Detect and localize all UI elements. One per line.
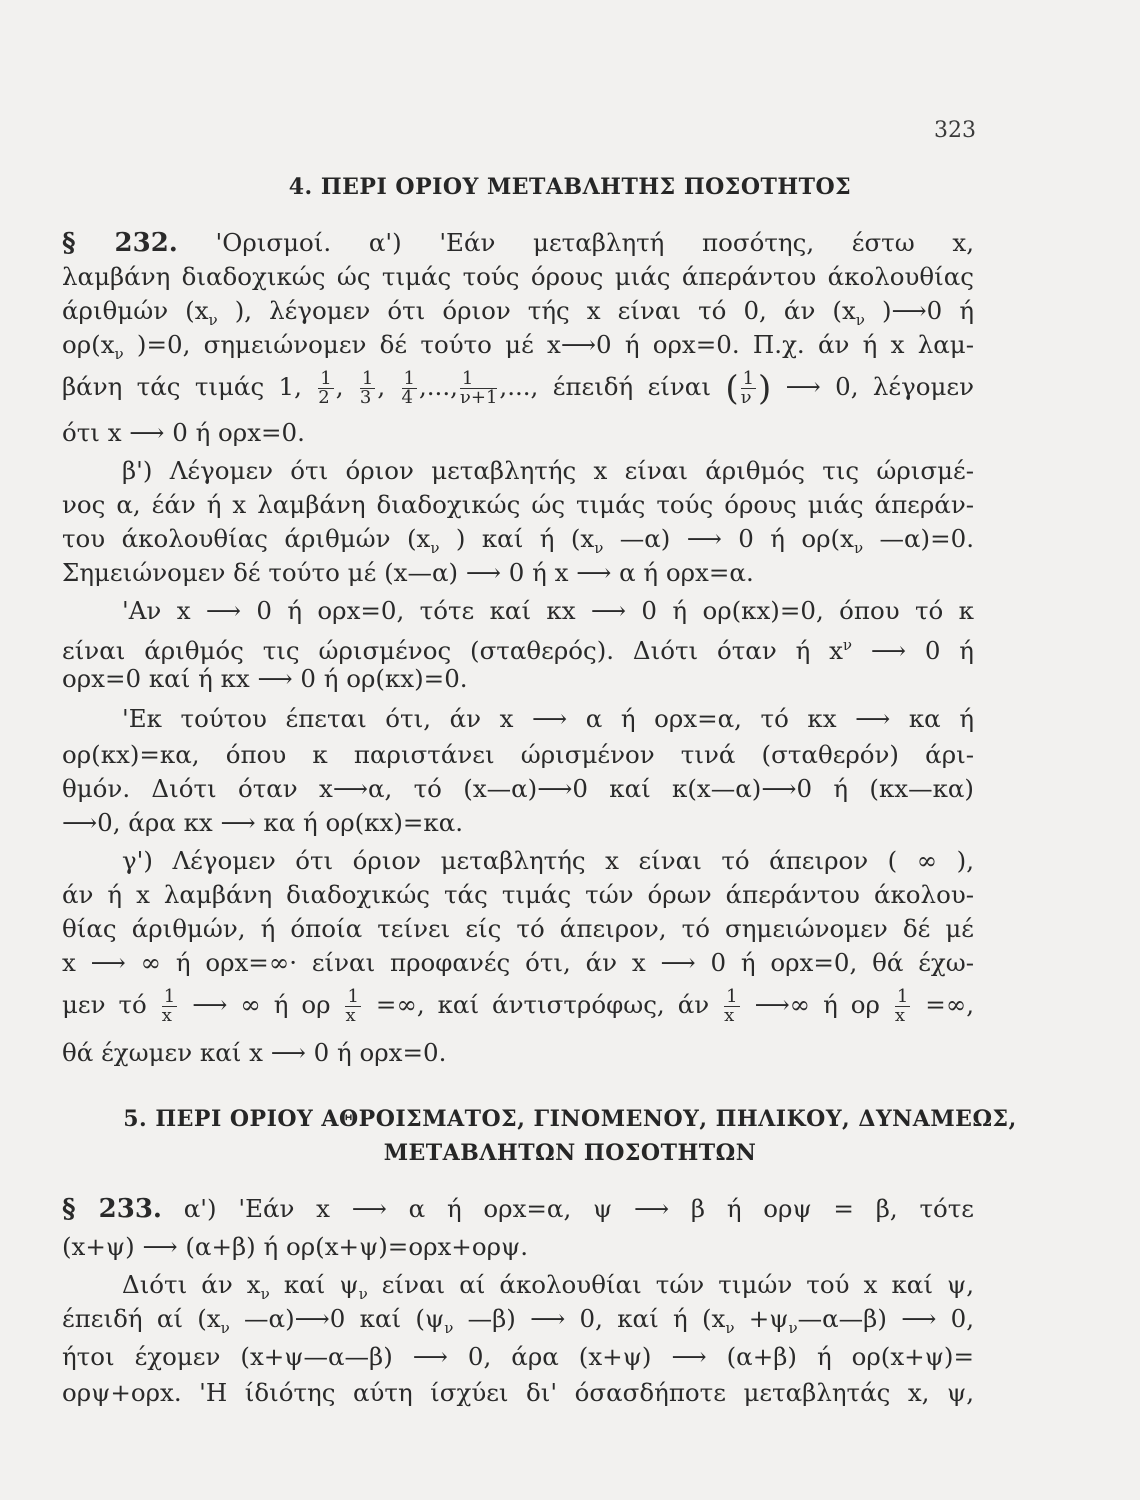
fraction xyxy=(741,370,756,407)
text-line: 'Εκ τούτου έπεται ότι, άν x ⟶ α ή ορx=α, τό κx ⟶ κα ή xyxy=(122,704,974,733)
text-segment: 'Ορισμοί. α') 'Εάν μεταβλητή ποσότης, έστω x, xyxy=(215,228,974,257)
section-5-heading: 5. ΠΕΡΙ ΟΡΙΟΥ ΑΘΡΟΙΣΜΑΤΟΣ, ΓΙΝΟΜΕΝΟΥ, ΠΗΛΙΚΟΥ, ΔΥΝΑΜΕΩΣ, xyxy=(123,1106,1017,1132)
text-segment: ⟶ 0, λέγομεν xyxy=(785,372,975,401)
section-233-label: § 233. xyxy=(62,1194,162,1224)
fraction xyxy=(318,370,333,407)
text-segment: =∞, καί άντιστρόφως, άν xyxy=(375,990,710,1019)
text-line: άριθμών ($x_\nu$ ), λέγομεν ότι όριον τής x είναι τό 0, άν ($x_\nu$ )⟶0 ή xyxy=(62,296,975,329)
fraction xyxy=(360,370,375,407)
numerator: 1 xyxy=(403,368,415,389)
text-line: του άκολουθίας άριθμών ($x_\nu$ ) καί ή ($x_\nu$ —α) ⟶ 0 ή $o\rho(x_\nu$ —α)=0. xyxy=(62,524,974,557)
text-line xyxy=(62,1194,974,1224)
page-number: 323 xyxy=(934,118,976,143)
section-232-label: § 232. xyxy=(62,228,178,258)
denominator: ν+1 xyxy=(459,387,498,408)
numerator: 1 xyxy=(163,986,176,1007)
text-line: λαμβάνη διαδοχικώς ώς τιμάς τούς όρους μιάς άπεράντου άκολουθίας xyxy=(62,262,974,291)
text-segment: μεν τό xyxy=(62,990,147,1019)
text-line: θίας άριθμών, ή όποία τείνει είς τό άπειρον, τό σημειώνομεν δέ μέ xyxy=(62,914,974,943)
text-line: θά έχωμεν καί x ⟶ 0 ή ορx=0. xyxy=(62,1038,447,1067)
text-line: έπειδή αί ($x_\nu$ —α)⟶0 καί ($\psi_\nu$ —β) ⟶ 0, καί ή ($x_\nu$ $+\psi_\nu—\alpha—\beta$) ⟶ 0, xyxy=(62,1304,974,1337)
denominator: x xyxy=(724,1005,735,1026)
text-line: ορ(κx)=κα, όπου κ παριστάνει ώρισμένον τινά (σταθερόν) άρι- xyxy=(62,740,974,769)
text-line: θμόν. Διότι όταν x⟶α, τό (x—α)⟶0 καί κ(x—α)⟶0 ή (κx—κα) xyxy=(62,774,974,803)
text-line-fractions: βάνη τάς τιμάς 1, $\frac{1}{2}$ , $\frac{1}{3}$ , $\frac{1}{4}$ ,..., $\frac{1}{\nu+1}$ ,..., έπειδή είναι ( $\frac{1}{\nu}$ ) ⟶ 0, λέγομεν xyxy=(62,368,975,409)
text-segment: βάνη τάς τιμάς 1, xyxy=(62,372,302,401)
text-line: ορx=0 καί ή κx ⟶ 0 ή ορ(κx)=0. xyxy=(62,664,468,693)
text-line: ότι x ⟶ 0 ή ορx=0. xyxy=(62,418,305,447)
text-line: 'Αν x ⟶ 0 ή ορx=0, τότε καί κx ⟶ 0 ή ορ(κx)=0, όπου τό κ xyxy=(122,596,974,625)
fraction xyxy=(162,988,177,1025)
fraction xyxy=(402,370,417,407)
text-line: είναι άριθμός τις ώρισμένος (σταθερός). Διότι όταν ή $x^\nu$ ⟶ 0 ή xyxy=(62,636,974,666)
fraction xyxy=(724,988,739,1025)
text-segment: α') 'Εάν x ⟶ α ή ορx=α, ψ ⟶ β ή ορψ = β, τότε xyxy=(183,1194,974,1223)
fraction xyxy=(895,988,910,1025)
denominator: 2 xyxy=(318,387,330,408)
denominator: ν xyxy=(740,387,752,408)
text-segment: ⟶∞ ή ορ xyxy=(754,990,880,1019)
denominator: x xyxy=(161,1005,172,1026)
denominator: x xyxy=(345,1005,356,1026)
text-line: (x+ψ) ⟶ (α+β) ή ορ(x+ψ)=ορx+ορψ. xyxy=(62,1232,528,1261)
text-line: νος α, έάν ή x λαμβάνη διαδοχικώς ώς τιμάς τούς όρους μιάς άπεράν- xyxy=(62,490,974,519)
denominator: 4 xyxy=(401,387,413,408)
numerator: 1 xyxy=(347,986,359,1007)
text-segment: ,..., έπειδή είναι xyxy=(499,372,711,401)
text-line: Σημειώνομεν δέ τούτο μέ (x—α) ⟶ 0 ή x ⟶ α ή ορx=α. xyxy=(62,558,754,587)
section-5-heading-cont: ΜΕΤΑΒΛΗΤΩΝ ΠΟΣΟΤΗΤΩΝ xyxy=(383,1140,757,1166)
text-line: γ') Λέγομεν ότι όριον μεταβλητής x είναι τό άπειρον ( ∞ ), xyxy=(122,846,974,875)
text-segment: ⟶ ∞ ή ορ xyxy=(192,990,331,1019)
numerator: 1 xyxy=(742,368,755,389)
paren: ) xyxy=(758,368,772,409)
text-line-fractions xyxy=(62,988,974,1025)
text-line: $o\rho(x_\nu$ )=0, σημειώνομεν δέ τούτο μέ x⟶0 ή ορx=0. Π.χ. άν ή x λαμ- xyxy=(62,330,974,363)
section-4-heading: 4. ΠΕΡΙ ΟΡΙΟΥ ΜΕΤΑΒΛΗΤΗΣ ΠΟΣΟΤΗΤΟΣ xyxy=(288,174,852,200)
numerator: 1 xyxy=(320,368,332,389)
text-line: x ⟶ ∞ ή ορx=∞· είναι προφανές ότι, άν x ⟶ 0 ή ορx=0, θά έχω- xyxy=(62,948,974,977)
fraction xyxy=(345,988,360,1025)
text-line: Διότι άν $x_\nu$ καί $\psi_\nu$ είναι αί άκολουθίαι τών τιμών τού x καί ψ, xyxy=(122,1270,974,1303)
denominator: 3 xyxy=(359,387,372,408)
text-line: άν ή x λαμβάνη διαδοχικώς τάς τιμάς τών όρων άπεράντου άκολου- xyxy=(62,880,974,909)
text-segment: =∞, xyxy=(925,990,975,1019)
text-line: ήτοι έχομεν (x+ψ—α—β) ⟶ 0, άρα (x+ψ) ⟶ (α+β) ή ορ(x+ψ)= xyxy=(62,1342,974,1371)
text-segment: ,..., xyxy=(418,372,458,401)
paren: ( xyxy=(725,368,739,409)
numerator: 1 xyxy=(896,986,909,1007)
numerator: 1 xyxy=(361,368,374,389)
denominator: x xyxy=(894,1005,906,1026)
text-line: ⟶0, άρα κx ⟶ κα ή ορ(κx)=κα. xyxy=(62,808,464,837)
numerator: 1 xyxy=(460,370,497,389)
numerator: 1 xyxy=(726,986,738,1007)
text-line xyxy=(62,228,974,258)
text-line: ορψ+ορx. 'Η ίδιότης αύτη ίσχύει δι' όσασδήποτε μεταβλητάς x, ψ, xyxy=(62,1378,974,1407)
text-line: β') Λέγομεν ότι όριον μεταβλητής x είναι άριθμός τις ώρισμέ- xyxy=(122,456,974,485)
fraction xyxy=(460,370,497,407)
